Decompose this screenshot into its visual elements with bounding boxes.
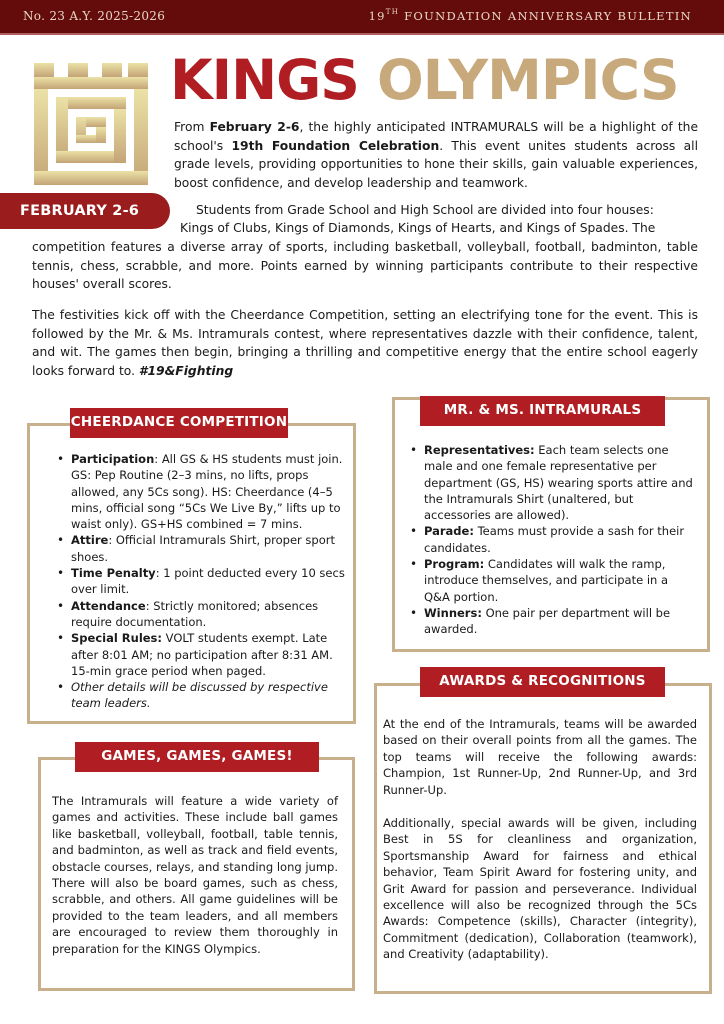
rule-label: Special Rules:	[71, 631, 163, 646]
list-item	[57, 532, 349, 565]
rule-label: Representatives:	[424, 443, 535, 457]
rule-text: VOLT students exempt. Late after 8:01 AM; no participation after 8:31 AM. 15-min grace period when paged.	[71, 631, 333, 678]
intro-paragraph	[174, 118, 698, 192]
rule-sep: :	[155, 566, 164, 581]
rule-label: Attire	[71, 533, 109, 548]
mr-ms-title: MR. & MS. INTRAMURALS	[420, 396, 665, 426]
date-badge: FEBRUARY 2-6	[0, 193, 170, 229]
houses-line-2: Kings of Clubs, Kings of Diamonds, Kings of Hearts, and Kings of Spades. The	[180, 221, 656, 235]
rule-label: Participation	[71, 452, 155, 466]
bulletin-text: FOUNDATION ANNIVERSARY BULLETIN	[399, 9, 692, 23]
rule-sep: :	[145, 598, 154, 613]
list-item	[57, 679, 349, 712]
list-item	[410, 556, 696, 605]
intro-text: From	[174, 120, 210, 134]
rule-text: Official Intramurals Shirt, proper sport shoes.	[71, 533, 335, 564]
houses-line-1: Students from Grade School and High School are divided into four houses:	[196, 203, 654, 217]
intro-celebration: 19th Foundation Celebration	[231, 138, 440, 153]
rule-text: Teams must provide a sash for their candidates.	[424, 524, 685, 555]
intro-text: . This event unites students across all grade levels, providing opportunities to hone their skills, gain valuable experiences, boost confidence, and develop leadership and teamwork.	[174, 138, 698, 190]
rule-text: Each team selects one male and one female representative per department (GS, HS) wearing sports attire and the Intramurals Shirt (unaltered, but accessories are allowed).	[424, 443, 693, 523]
rule-label: Attendance	[71, 598, 146, 613]
cheerdance-rules-list	[57, 451, 349, 712]
games-title: GAMES, GAMES, GAMES!	[75, 742, 319, 772]
rule-text: Strictly monitored; absences require documentation.	[71, 598, 319, 629]
list-item	[57, 451, 349, 532]
bulletin-number: 19	[368, 9, 386, 23]
awards-paragraph-2: Additionally, special awards will be given, including Best in 5S for cleanliness and organization, Sportsmanship Award for fairness and ethical behavior, Team Spirit Award for fostering unity, and Grit Award for passion and perseverance. Individual excellence will also be recognized through the 5Cs Awards: Competence (skills), Character (integrity), Commitment (dedication), Collaboration (teamwork), and Creativity (adaptability).	[383, 816, 697, 962]
festivities-paragraph	[32, 306, 698, 380]
header-bar	[0, 0, 724, 35]
mr-ms-rules-list	[410, 442, 696, 638]
issue-number: No. 23 A.Y. 2025-2026	[23, 9, 166, 23]
rule-label: Time Penalty	[71, 566, 156, 581]
intro-text: , the highly anticipated INTRAMURALS will be a highlight of the school's	[174, 120, 699, 153]
festivities-text: The festivities kick off with the Cheerdance Competition, setting an electrifying tone for the event. This is followed by the Mr. & Ms. Intramurals contest, where representatives dazzle with their confidence, talent, and wit. The games then begin, bringing a thrilling and competitive energy that the entire school eagerly looks forward to.	[32, 308, 698, 378]
games-paragraph: The Intramurals will feature a wide variety of games and activities. These include ball games like basketball, volleyball, football, table tennis, and badminton, as well as track and field events, obstacle courses, relays, and standing long jump. There will also be board games, such as chess, scrabble, and others. All game guidelines will be provided to the team leaders, and all members are encouraged to review them thoroughly in preparation for the KINGS Olympics.	[52, 794, 338, 956]
list-item	[410, 605, 696, 638]
title-kings: KINGS	[170, 48, 359, 112]
rule-text: 1 point deducted every 10 secs over limit.	[71, 566, 345, 597]
list-item	[410, 442, 696, 523]
rule-text: Candidates will walk the ramp, introduce themselves, and participate in a Q&A portion.	[424, 557, 669, 604]
awards-paragraph-1: At the end of the Intramurals, teams will be awarded based on their overall points from all the games. The top teams will receive the following awards: Champion, 1st Runner-Up, 2nd Runner-Up, and 3rd Runner-Up.	[383, 717, 697, 797]
title-olympics: OLYMPICS	[377, 48, 679, 112]
awards-title: AWARDS & RECOGNITIONS	[420, 667, 665, 697]
rule-sep: :	[108, 533, 116, 548]
rule-sep: :	[154, 452, 162, 466]
rule-label: Winners:	[424, 605, 482, 620]
list-item	[57, 598, 349, 631]
bulletin-ordinal: TH	[385, 8, 400, 17]
list-item	[57, 630, 349, 679]
page-title	[170, 48, 679, 112]
houses-paragraph: competition features a diverse array of sports, including basketball, volleyball, football, badminton, table tennis, chess, scrabble, and more. Points earned by winning participants contribute to their respective houses' overall scores.	[32, 240, 698, 291]
rule-text: All GS & HS students must join. GS: Pep Routine (2–3 mins, no lifts, props allowed, any 5Cs song). HS: Cheerdance (4–5 mins, official song “5Cs We Live By,” lifts up to waist only). GS+HS combined = 7 mins.	[71, 452, 343, 532]
rule-label: Program:	[424, 557, 485, 572]
rule-label: Parade:	[424, 524, 474, 539]
intro-date: February 2-6	[209, 120, 300, 134]
bulletin-title	[369, 9, 692, 23]
castle-meander-logo-icon	[34, 63, 148, 185]
rule-text: One pair per department will be awarded.	[424, 605, 671, 637]
cheerdance-title: CHEERDANCE COMPETITION	[70, 408, 288, 438]
list-item	[410, 523, 696, 556]
list-item	[57, 565, 349, 598]
hashtag: #19&Fighting	[138, 363, 234, 378]
rule-note: Other details will be discussed by respective team leaders.	[71, 680, 328, 711]
